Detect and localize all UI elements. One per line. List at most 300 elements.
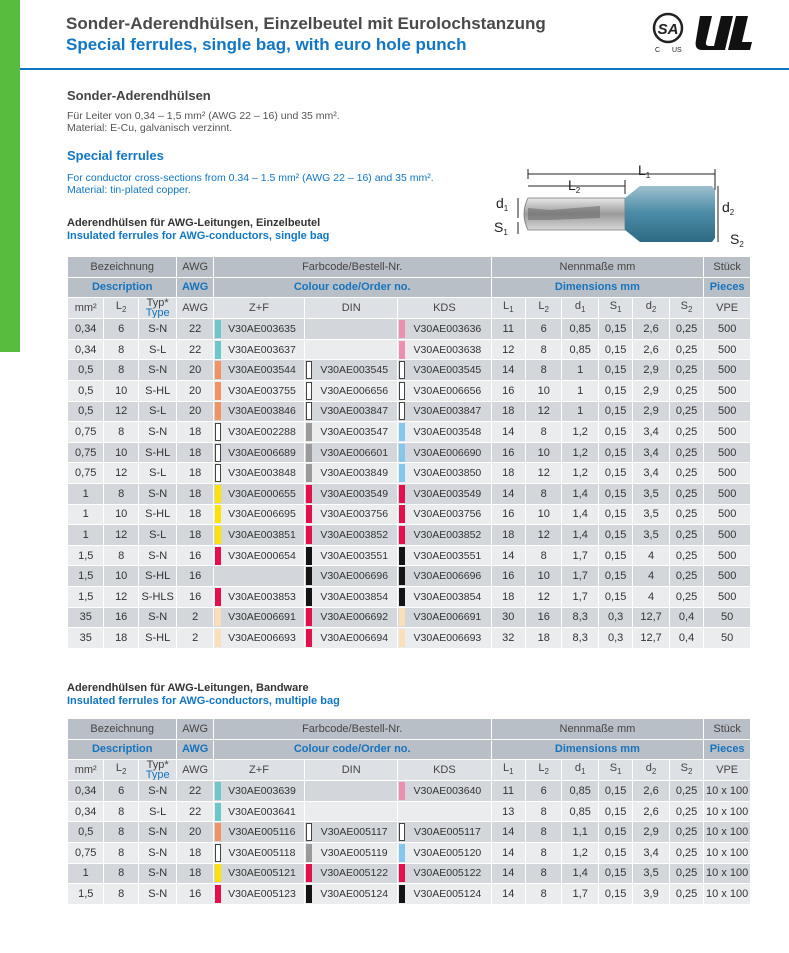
cell-vpe: 50 bbox=[704, 628, 751, 649]
cell-s2: 0,25 bbox=[669, 339, 703, 360]
cell-type: S-HL bbox=[138, 628, 177, 649]
col-awg: AWG bbox=[177, 298, 213, 319]
cell-mm2: 1 bbox=[68, 863, 104, 884]
cell-awg: 22 bbox=[177, 339, 213, 360]
cell-s1: 0,15 bbox=[598, 525, 632, 546]
col-d1: $d_1$ bbox=[562, 760, 598, 781]
col-din: DIN bbox=[305, 760, 398, 781]
cell-d2: 4 bbox=[633, 545, 669, 566]
cell-s2: 0,25 bbox=[669, 842, 703, 863]
cell-d1: 1,4 bbox=[562, 863, 598, 884]
cell-l1: 18 bbox=[491, 525, 525, 546]
cell-din bbox=[305, 781, 398, 802]
table-row bbox=[68, 842, 751, 863]
cell-mm2: 0,5 bbox=[68, 360, 104, 381]
cell-s2: 0,25 bbox=[669, 360, 703, 381]
hdr-awg: AWG bbox=[177, 719, 213, 740]
cell-awg: 18 bbox=[177, 422, 213, 443]
cell-s2: 0,25 bbox=[669, 884, 703, 905]
cell-s2: 0,4 bbox=[669, 628, 703, 649]
cell-mm2: 0,75 bbox=[68, 463, 104, 484]
col-awg: AWG bbox=[177, 760, 213, 781]
cell-awg: 18 bbox=[177, 842, 213, 863]
diagram-l2-label: $L_2$ bbox=[568, 177, 581, 195]
cell-zf: V30AE003848 bbox=[213, 463, 304, 484]
cell-l2b: 10 bbox=[525, 566, 561, 587]
cell-kds: V30AE005124 bbox=[398, 884, 491, 905]
cell-l1: 14 bbox=[491, 842, 525, 863]
cell-d1: 8,3 bbox=[562, 628, 598, 649]
cell-kds: V30AE005117 bbox=[398, 822, 491, 843]
cell-kds: V30AE003640 bbox=[398, 781, 491, 802]
cell-l2b: 8 bbox=[525, 822, 561, 843]
cell-l1: 16 bbox=[491, 504, 525, 525]
cell-s1: 0,15 bbox=[598, 884, 632, 905]
section-desc-de bbox=[67, 110, 457, 134]
cell-type: S-N bbox=[138, 863, 177, 884]
cell-l2b: 10 bbox=[525, 504, 561, 525]
cell-kds: V30AE003756 bbox=[398, 504, 491, 525]
cell-kds: V30AE006696 bbox=[398, 566, 491, 587]
cell-type: S-N bbox=[138, 884, 177, 905]
cell-l1: 12 bbox=[491, 339, 525, 360]
cell-s1: 0,15 bbox=[598, 442, 632, 463]
cell-zf: V30AE000655 bbox=[213, 483, 304, 504]
cell-zf: V30AE003637 bbox=[213, 339, 304, 360]
cell-awg: 16 bbox=[177, 884, 213, 905]
cell-kds: V30AE003551 bbox=[398, 545, 491, 566]
cell-mm2: 1 bbox=[68, 483, 104, 504]
cell-l2b: 10 bbox=[525, 442, 561, 463]
cell-awg: 16 bbox=[177, 586, 213, 607]
cell-s1: 0,15 bbox=[598, 483, 632, 504]
cell-vpe: 10 x 100 bbox=[704, 842, 751, 863]
cell-kds: V30AE003548 bbox=[398, 422, 491, 443]
table1-title-en: Insulated ferrules for AWG-conductors, single bag bbox=[67, 230, 330, 242]
cell-l1: 16 bbox=[491, 442, 525, 463]
cell-awg: 18 bbox=[177, 463, 213, 484]
cell-din: V30AE003549 bbox=[305, 483, 398, 504]
cell-d2: 12,7 bbox=[633, 607, 669, 628]
cell-type: S-N bbox=[138, 842, 177, 863]
side-accent-bar bbox=[0, 0, 20, 352]
cell-vpe: 500 bbox=[704, 442, 751, 463]
col-l1: $L_1$ bbox=[491, 760, 525, 781]
cell-s1: 0,3 bbox=[598, 607, 632, 628]
cell-zf: V30AE006693 bbox=[213, 628, 304, 649]
col-s2: $S_2$ bbox=[669, 760, 703, 781]
hdr-stueck: Stück bbox=[704, 257, 751, 278]
col-l2b: $L_2$ bbox=[525, 760, 561, 781]
cell-vpe: 500 bbox=[704, 422, 751, 443]
cell-type: S-HLS bbox=[138, 586, 177, 607]
cell-d1: 1,7 bbox=[562, 566, 598, 587]
cell-awg: 2 bbox=[177, 607, 213, 628]
cell-s1: 0,15 bbox=[598, 566, 632, 587]
col-l1: $L_1$ bbox=[491, 298, 525, 319]
cell-type: S-N bbox=[138, 360, 177, 381]
cell-kds bbox=[398, 801, 491, 822]
cell-s2: 0,25 bbox=[669, 586, 703, 607]
col-zf: Z+F bbox=[213, 760, 304, 781]
col-vpe: VPE bbox=[704, 298, 751, 319]
cell-zf: V30AE003853 bbox=[213, 586, 304, 607]
cell-mm2: 0,5 bbox=[68, 822, 104, 843]
cell-type: S-L bbox=[138, 401, 177, 422]
table-row bbox=[68, 422, 751, 443]
cell-l2b: 8 bbox=[525, 842, 561, 863]
cell-vpe: 500 bbox=[704, 525, 751, 546]
cell-vpe: 10 x 100 bbox=[704, 884, 751, 905]
cell-type: S-L bbox=[138, 339, 177, 360]
table-row bbox=[68, 401, 751, 422]
cell-d2: 3,4 bbox=[633, 463, 669, 484]
table-row bbox=[68, 442, 751, 463]
cell-din: V30AE003847 bbox=[305, 401, 398, 422]
ferrule-dimension-diagram bbox=[490, 160, 760, 248]
cell-s1: 0,15 bbox=[598, 545, 632, 566]
cell-s2: 0,25 bbox=[669, 442, 703, 463]
cell-din: V30AE006696 bbox=[305, 566, 398, 587]
cell-l1: 14 bbox=[491, 545, 525, 566]
cell-din: V30AE006692 bbox=[305, 607, 398, 628]
col-kds: KDS bbox=[398, 298, 491, 319]
cell-d2: 3,5 bbox=[633, 863, 669, 884]
cell-d1: 1,7 bbox=[562, 884, 598, 905]
cell-kds: V30AE003545 bbox=[398, 360, 491, 381]
cell-type: S-N bbox=[138, 319, 177, 340]
table2-title-de: Aderendhülsen für AWG-Leitungen, Bandware bbox=[67, 682, 309, 694]
cell-s1: 0,15 bbox=[598, 319, 632, 340]
cell-l2: 10 bbox=[104, 566, 138, 587]
cell-d2: 4 bbox=[633, 586, 669, 607]
cell-din: V30AE006656 bbox=[305, 380, 398, 401]
table-row bbox=[68, 380, 751, 401]
cell-l2b: 16 bbox=[525, 607, 561, 628]
cell-s2: 0,25 bbox=[669, 566, 703, 587]
cell-d2: 3,4 bbox=[633, 422, 669, 443]
cell-din: V30AE003545 bbox=[305, 360, 398, 381]
cell-awg: 18 bbox=[177, 525, 213, 546]
cell-s1: 0,15 bbox=[598, 401, 632, 422]
col-din: DIN bbox=[305, 298, 398, 319]
cell-l1: 30 bbox=[491, 607, 525, 628]
cell-s1: 0,15 bbox=[598, 822, 632, 843]
cell-type: S-N bbox=[138, 607, 177, 628]
cell-din bbox=[305, 319, 398, 340]
cell-mm2: 0,5 bbox=[68, 401, 104, 422]
cell-d2: 3,5 bbox=[633, 483, 669, 504]
cell-awg: 20 bbox=[177, 380, 213, 401]
cell-mm2: 35 bbox=[68, 607, 104, 628]
diagram-l1-label: $L_1$ bbox=[638, 162, 651, 180]
cell-vpe: 500 bbox=[704, 339, 751, 360]
hdr-nennmasse: Nennmaße mm bbox=[491, 257, 704, 278]
cell-l2: 8 bbox=[104, 822, 138, 843]
col-s2: $S_2$ bbox=[669, 298, 703, 319]
cell-l1: 32 bbox=[491, 628, 525, 649]
cell-awg: 2 bbox=[177, 628, 213, 649]
cell-l2: 6 bbox=[104, 781, 138, 802]
cell-l1: 13 bbox=[491, 801, 525, 822]
cell-d1: 8,3 bbox=[562, 607, 598, 628]
table-row bbox=[68, 628, 751, 649]
cell-s2: 0,25 bbox=[669, 422, 703, 443]
cell-l2: 8 bbox=[104, 360, 138, 381]
cell-din: V30AE003756 bbox=[305, 504, 398, 525]
cell-kds: V30AE003636 bbox=[398, 319, 491, 340]
hdr-awg-en: AWG bbox=[177, 277, 213, 298]
cell-vpe: 10 x 100 bbox=[704, 781, 751, 802]
cell-s1: 0,15 bbox=[598, 586, 632, 607]
cell-d2: 4 bbox=[633, 566, 669, 587]
cell-vpe: 500 bbox=[704, 566, 751, 587]
cell-din bbox=[305, 339, 398, 360]
diagram-d1-label: $d_1$ bbox=[496, 195, 509, 213]
cell-s1: 0,15 bbox=[598, 422, 632, 443]
cell-s2: 0,25 bbox=[669, 483, 703, 504]
cell-l2: 8 bbox=[104, 842, 138, 863]
cell-d2: 2,6 bbox=[633, 801, 669, 822]
cell-s2: 0,25 bbox=[669, 525, 703, 546]
cell-s1: 0,15 bbox=[598, 842, 632, 863]
cell-d1: 1,2 bbox=[562, 463, 598, 484]
cell-vpe: 500 bbox=[704, 463, 751, 484]
table2-title-en: Insulated ferrules for AWG-conductors, multiple bag bbox=[67, 695, 340, 707]
hdr-awg: AWG bbox=[177, 257, 213, 278]
cell-mm2: 0,34 bbox=[68, 339, 104, 360]
col-vpe: VPE bbox=[704, 760, 751, 781]
cell-l2b: 8 bbox=[525, 339, 561, 360]
cell-awg: 20 bbox=[177, 822, 213, 843]
cell-mm2: 0,75 bbox=[68, 842, 104, 863]
cell-l1: 14 bbox=[491, 863, 525, 884]
cell-awg: 16 bbox=[177, 566, 213, 587]
cell-mm2: 35 bbox=[68, 628, 104, 649]
table-row bbox=[68, 545, 751, 566]
table-row bbox=[68, 463, 751, 484]
page-header bbox=[66, 10, 766, 60]
desc-en-line1: For conductor cross-sections from 0.34 – 1.5 mm² (AWG 22 – 16) and 35 mm². bbox=[67, 172, 434, 184]
table-row bbox=[68, 863, 751, 884]
cell-zf: V30AE003846 bbox=[213, 401, 304, 422]
cell-kds: V30AE005120 bbox=[398, 842, 491, 863]
desc-de-line2: Material: E-Cu, galvanisch verzinnt. bbox=[67, 122, 233, 134]
hdr-pieces: Pieces bbox=[704, 277, 751, 298]
cell-d2: 2,6 bbox=[633, 781, 669, 802]
section-title-de: Sonder-Aderendhülsen bbox=[67, 88, 211, 103]
cell-l2b: 12 bbox=[525, 401, 561, 422]
cell-kds: V30AE006693 bbox=[398, 628, 491, 649]
cell-s2: 0,25 bbox=[669, 822, 703, 843]
cell-mm2: 1,5 bbox=[68, 545, 104, 566]
cell-d2: 12,7 bbox=[633, 628, 669, 649]
cell-s1: 0,15 bbox=[598, 863, 632, 884]
csa-certification-logo bbox=[650, 10, 686, 54]
cell-d1: 0,85 bbox=[562, 339, 598, 360]
cell-l2b: 8 bbox=[525, 483, 561, 504]
cell-s2: 0,25 bbox=[669, 463, 703, 484]
col-d1: $d_1$ bbox=[562, 298, 598, 319]
cell-type: S-N bbox=[138, 781, 177, 802]
cell-d1: 1,7 bbox=[562, 586, 598, 607]
cell-din: V30AE003854 bbox=[305, 586, 398, 607]
cell-mm2: 0,75 bbox=[68, 422, 104, 443]
cell-zf: V30AE003639 bbox=[213, 781, 304, 802]
cell-s2: 0,25 bbox=[669, 781, 703, 802]
table-row bbox=[68, 319, 751, 340]
cell-s2: 0,25 bbox=[669, 319, 703, 340]
cell-mm2: 1,5 bbox=[68, 884, 104, 905]
cell-s2: 0,25 bbox=[669, 545, 703, 566]
table1-title-de: Aderendhülsen für AWG-Leitungen, Einzelbeutel bbox=[67, 217, 321, 229]
cell-vpe: 10 x 100 bbox=[704, 822, 751, 843]
cell-s1: 0,15 bbox=[598, 360, 632, 381]
cell-vpe: 10 x 100 bbox=[704, 863, 751, 884]
hdr-description: Description bbox=[68, 739, 177, 760]
cell-kds: V30AE006691 bbox=[398, 607, 491, 628]
cell-type: S-L bbox=[138, 525, 177, 546]
cell-l1: 14 bbox=[491, 360, 525, 381]
cell-mm2: 1,5 bbox=[68, 566, 104, 587]
hdr-bezeichnung: Bezeichnung bbox=[68, 257, 177, 278]
cell-zf bbox=[213, 566, 304, 587]
cell-l2b: 6 bbox=[525, 781, 561, 802]
cell-l2: 8 bbox=[104, 339, 138, 360]
cell-l2: 8 bbox=[104, 801, 138, 822]
cell-l2b: 12 bbox=[525, 525, 561, 546]
hdr-awg-en: AWG bbox=[177, 739, 213, 760]
cell-awg: 16 bbox=[177, 545, 213, 566]
cell-din: V30AE003849 bbox=[305, 463, 398, 484]
cell-mm2: 1,5 bbox=[68, 586, 104, 607]
cell-vpe: 50 bbox=[704, 607, 751, 628]
cell-type: S-HL bbox=[138, 442, 177, 463]
hdr-dimensions: Dimensions mm bbox=[491, 739, 704, 760]
cell-zf: V30AE003851 bbox=[213, 525, 304, 546]
cell-d1: 1,4 bbox=[562, 504, 598, 525]
cell-zf: V30AE005121 bbox=[213, 863, 304, 884]
cell-din: V30AE005119 bbox=[305, 842, 398, 863]
cell-l2: 8 bbox=[104, 422, 138, 443]
cell-l1: 18 bbox=[491, 463, 525, 484]
table-row bbox=[68, 801, 751, 822]
cell-type: S-HL bbox=[138, 504, 177, 525]
cell-zf: V30AE003755 bbox=[213, 380, 304, 401]
cell-awg: 22 bbox=[177, 781, 213, 802]
cell-vpe: 500 bbox=[704, 360, 751, 381]
cell-l2: 12 bbox=[104, 586, 138, 607]
cell-kds: V30AE006690 bbox=[398, 442, 491, 463]
cell-vpe: 500 bbox=[704, 401, 751, 422]
cell-kds: V30AE005122 bbox=[398, 863, 491, 884]
cell-l2b: 12 bbox=[525, 586, 561, 607]
table-row bbox=[68, 360, 751, 381]
cell-s2: 0,25 bbox=[669, 380, 703, 401]
col-l2: $L_2$ bbox=[104, 760, 138, 781]
cell-zf: V30AE005116 bbox=[213, 822, 304, 843]
cell-mm2: 0,34 bbox=[68, 781, 104, 802]
diagram-d2-label: $d_2$ bbox=[722, 199, 735, 217]
cell-l2b: 8 bbox=[525, 422, 561, 443]
cell-vpe: 10 x 100 bbox=[704, 801, 751, 822]
cell-mm2: 0,34 bbox=[68, 319, 104, 340]
col-type: Typ* Type bbox=[138, 298, 177, 319]
cell-l2b: 8 bbox=[525, 884, 561, 905]
cell-l2b: 12 bbox=[525, 463, 561, 484]
cell-zf: V30AE003635 bbox=[213, 319, 304, 340]
cell-l2: 12 bbox=[104, 525, 138, 546]
table-row bbox=[68, 566, 751, 587]
cell-l2: 16 bbox=[104, 607, 138, 628]
cell-d2: 2,9 bbox=[633, 401, 669, 422]
cell-l1: 18 bbox=[491, 586, 525, 607]
cell-l2b: 8 bbox=[525, 545, 561, 566]
cell-zf: V30AE005123 bbox=[213, 884, 304, 905]
cell-l2: 8 bbox=[104, 884, 138, 905]
cell-l2: 8 bbox=[104, 863, 138, 884]
cell-mm2: 1 bbox=[68, 525, 104, 546]
hdr-bezeichnung: Bezeichnung bbox=[68, 719, 177, 740]
svg-text:C: C bbox=[655, 47, 661, 54]
cell-d1: 1,4 bbox=[562, 525, 598, 546]
cell-type: S-N bbox=[138, 483, 177, 504]
cell-type: S-N bbox=[138, 422, 177, 443]
cell-d1: 1 bbox=[562, 380, 598, 401]
cell-mm2: 0,5 bbox=[68, 380, 104, 401]
cell-din: V30AE003551 bbox=[305, 545, 398, 566]
cell-d1: 0,85 bbox=[562, 781, 598, 802]
table-row bbox=[68, 822, 751, 843]
cell-din: V30AE005124 bbox=[305, 884, 398, 905]
page-title-de: Sonder-Aderendhülsen, Einzelbeutel mit Eurolochstanzung bbox=[66, 14, 546, 33]
col-d2: $d_2$ bbox=[633, 760, 669, 781]
diagram-s2-label: $S_2$ bbox=[730, 231, 744, 248]
cell-l2: 12 bbox=[104, 401, 138, 422]
cell-mm2: 0,34 bbox=[68, 801, 104, 822]
cell-l2b: 18 bbox=[525, 628, 561, 649]
cell-d1: 1 bbox=[562, 360, 598, 381]
cell-l1: 14 bbox=[491, 483, 525, 504]
hdr-dimensions: Dimensions mm bbox=[491, 277, 704, 298]
cell-kds: V30AE003549 bbox=[398, 483, 491, 504]
col-mm2: mm² bbox=[68, 760, 104, 781]
cell-l2: 10 bbox=[104, 442, 138, 463]
col-l2: $L_2$ bbox=[104, 298, 138, 319]
cell-d2: 2,6 bbox=[633, 339, 669, 360]
cell-zf: V30AE000654 bbox=[213, 545, 304, 566]
cell-awg: 20 bbox=[177, 401, 213, 422]
header-divider bbox=[20, 68, 789, 70]
cell-vpe: 500 bbox=[704, 545, 751, 566]
cell-d1: 0,85 bbox=[562, 801, 598, 822]
cell-din: V30AE003852 bbox=[305, 525, 398, 546]
cell-d2: 3,4 bbox=[633, 842, 669, 863]
cell-d2: 3,5 bbox=[633, 504, 669, 525]
col-type: Typ* Type bbox=[138, 760, 177, 781]
cell-s2: 0,25 bbox=[669, 863, 703, 884]
ul-recognized-logo bbox=[694, 12, 754, 52]
cell-d1: 0,85 bbox=[562, 319, 598, 340]
col-l2b: $L_2$ bbox=[525, 298, 561, 319]
cell-awg: 20 bbox=[177, 360, 213, 381]
cell-type: S-N bbox=[138, 822, 177, 843]
cell-s1: 0,15 bbox=[598, 801, 632, 822]
cell-kds: V30AE003854 bbox=[398, 586, 491, 607]
col-d2: $d_2$ bbox=[633, 298, 669, 319]
hdr-colour: Colour code/Order no. bbox=[213, 277, 491, 298]
cell-l2b: 8 bbox=[525, 360, 561, 381]
